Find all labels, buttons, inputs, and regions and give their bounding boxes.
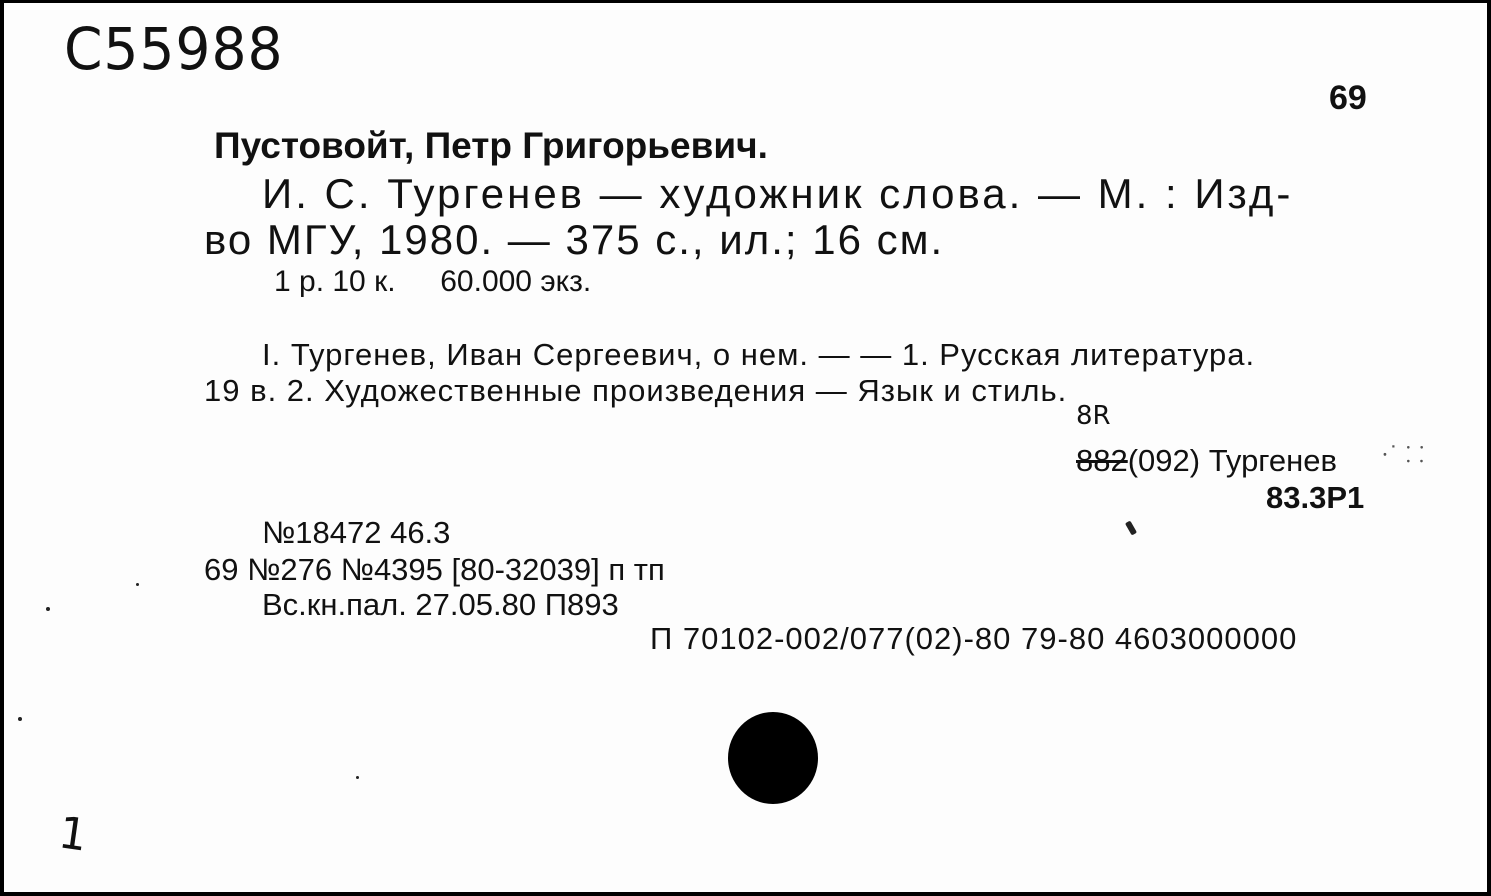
catalog-card: [4, 3, 1487, 892]
bbk-code: 83.3Р1: [1266, 480, 1365, 515]
price: 1 р. 10 к.: [274, 265, 396, 298]
udc-line: [1076, 443, 1337, 479]
subjects-line-2: 19 в. 2. Художественные произведения — Язык и стиль.: [204, 373, 1068, 408]
price-run: [274, 265, 591, 299]
speck: [46, 607, 50, 611]
udc-rest: (092) Тургенев: [1127, 443, 1337, 478]
page-number: 69: [1329, 79, 1367, 117]
speck: [18, 717, 22, 721]
index-line: П 70102-002/077(02)-80 79-80 4603000000: [650, 621, 1298, 656]
handwritten-mark: 8R: [1076, 401, 1111, 431]
title-line-1: И. С. Тургенев — художник слова. — М. : Изд-: [262, 170, 1294, 217]
title-line-2: во МГУ, 1980. — 375 с., ил.; 16 см.: [204, 216, 945, 263]
author-heading: Пустовойт, Петр Григорьевич.: [214, 125, 768, 166]
print-run: 60.000 экз.: [440, 265, 592, 298]
speck: [136, 583, 139, 586]
registry-line: 69 №276 №4395 [80-32039] п тп: [204, 552, 665, 587]
speck: [1125, 520, 1137, 535]
chamber-line: Вс.кн.пал. 27.05.80 П893: [262, 587, 619, 622]
punch-hole: [728, 712, 818, 804]
subjects-line-1: I. Тургенев, Иван Сергеевич, о нем. — — 1. Русская литература.: [262, 337, 1256, 372]
card-number-line: №18472 46.3: [262, 515, 451, 550]
udc-struck: 882: [1076, 443, 1128, 478]
corner-mark: 1: [55, 807, 91, 862]
speck: [356, 776, 359, 779]
margin-marks: ⸱˙ ⸬: [1382, 443, 1425, 468]
shelf-mark-handwritten: C55988: [64, 15, 284, 83]
